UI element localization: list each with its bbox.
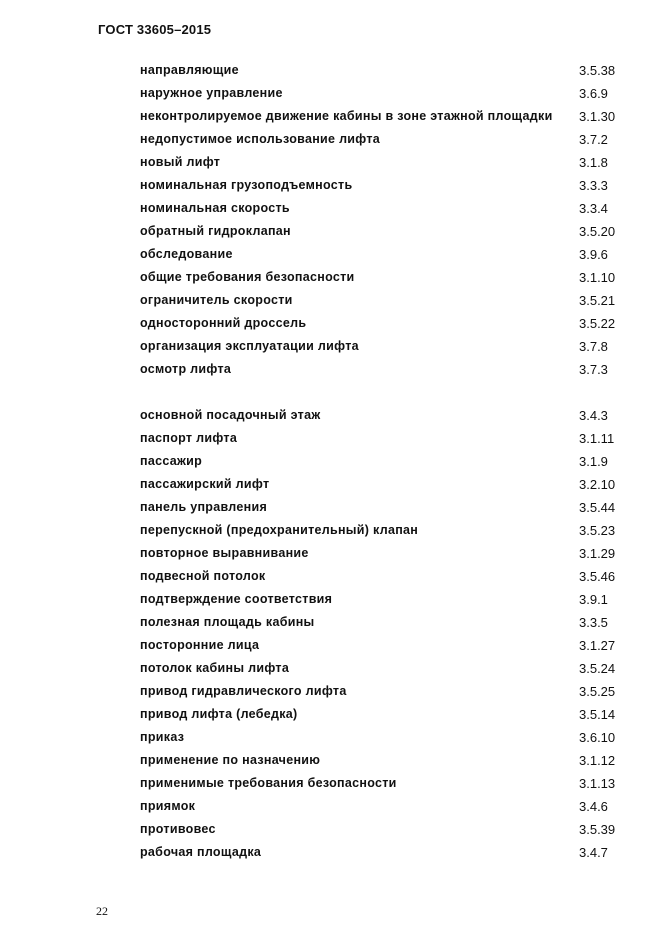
index-term: посторонние лица (140, 638, 260, 652)
index-entry (140, 775, 620, 798)
index-entry (140, 108, 620, 131)
index-term: приказ (140, 730, 185, 744)
index-ref: 3.5.14 (579, 707, 616, 722)
index-ref: 3.2.10 (579, 477, 616, 492)
index-ref: 3.1.30 (579, 109, 616, 124)
index-ref: 3.7.8 (579, 339, 608, 354)
index-entry (140, 545, 620, 568)
index-entry (140, 315, 620, 338)
index-term: наружное управление (140, 86, 283, 100)
index-term: новый лифт (140, 155, 221, 169)
index-ref: 3.3.3 (579, 178, 608, 193)
index-ref: 3.1.9 (579, 454, 608, 469)
index-entry (140, 338, 620, 361)
index-entry (140, 453, 620, 476)
index-term: полезная площадь кабины (140, 615, 315, 629)
index-entry (140, 154, 620, 177)
index-entry (140, 499, 620, 522)
index-entry (140, 522, 620, 545)
index-entry (140, 683, 620, 706)
index-term: организация эксплуатации лифта (140, 339, 359, 353)
index-term: перепускной (предохранительный) клапан (140, 523, 419, 537)
index-entry (140, 844, 620, 867)
index-term: привод гидравлического лифта (140, 684, 347, 698)
index-entry (140, 752, 620, 775)
index-term: ограничитель скорости (140, 293, 293, 307)
index-ref: 3.7.2 (579, 132, 608, 147)
index-term: привод лифта (лебедка) (140, 707, 298, 721)
index-ref: 3.1.27 (579, 638, 616, 653)
index-entry (140, 614, 620, 637)
index-term: недопустимое использование лифта (140, 132, 381, 146)
index-entry (140, 591, 620, 614)
index-ref: 3.9.1 (579, 592, 608, 607)
index-entry (140, 131, 620, 154)
index-ref: 3.4.7 (579, 845, 608, 860)
index-ref: 3.6.10 (579, 730, 616, 745)
index-term: потолок кабины лифта (140, 661, 290, 675)
index-term: направляющие (140, 63, 239, 77)
index-ref: 3.1.29 (579, 546, 616, 561)
index-group-1 (140, 62, 620, 384)
index-entry (140, 361, 620, 384)
index-entry (140, 637, 620, 660)
index-entry (140, 62, 620, 85)
index-ref: 3.7.3 (579, 362, 608, 377)
index-term: применение по назначению (140, 753, 321, 767)
index-ref: 3.5.38 (579, 63, 616, 78)
document-code: ГОСТ 33605–2015 (98, 22, 212, 37)
index-entry (140, 407, 620, 430)
index-entry (140, 821, 620, 844)
index-ref: 3.5.23 (579, 523, 616, 538)
index-term: противовес (140, 822, 216, 836)
index-entry (140, 660, 620, 683)
index-ref: 3.5.21 (579, 293, 616, 308)
index-term: общие требования безопасности (140, 270, 355, 284)
index-entry (140, 568, 620, 591)
index-ref: 3.5.20 (579, 224, 616, 239)
index-ref: 3.3.4 (579, 201, 608, 216)
index-entry (140, 476, 620, 499)
index-ref: 3.5.24 (579, 661, 616, 676)
index-entry (140, 177, 620, 200)
index-ref: 3.1.10 (579, 270, 616, 285)
index-ref: 3.1.12 (579, 753, 616, 768)
index-ref: 3.4.6 (579, 799, 608, 814)
index-term: пассажир (140, 454, 203, 468)
index-entry (140, 200, 620, 223)
index-entry (140, 729, 620, 752)
index-ref: 3.9.6 (579, 247, 608, 262)
index-term: паспорт лифта (140, 431, 238, 445)
index-term: подтверждение соответствия (140, 592, 333, 606)
index-ref: 3.5.46 (579, 569, 616, 584)
index-ref: 3.3.5 (579, 615, 608, 630)
index-ref: 3.1.8 (579, 155, 608, 170)
index-ref: 3.4.3 (579, 408, 608, 423)
index-ref: 3.1.11 (579, 431, 615, 446)
index-entry (140, 798, 620, 821)
index-term: обратный гидроклапан (140, 224, 291, 238)
index-term: повторное выравнивание (140, 546, 309, 560)
index-entry (140, 430, 620, 453)
index-term: номинальная грузоподъемность (140, 178, 353, 192)
index-group-2 (140, 407, 620, 867)
index-term: панель управления (140, 500, 268, 514)
index-entry (140, 223, 620, 246)
index-term: основной посадочный этаж (140, 408, 321, 422)
index-entry (140, 269, 620, 292)
index-term: обследование (140, 247, 233, 261)
index-term: осмотр лифта (140, 362, 232, 376)
index-entry (140, 706, 620, 729)
index-entry (140, 292, 620, 315)
index-term: приямок (140, 799, 196, 813)
index-ref: 3.5.22 (579, 316, 616, 331)
index-ref: 3.1.13 (579, 776, 616, 791)
index-term: рабочая площадка (140, 845, 262, 859)
index-term: неконтролируемое движение кабины в зоне этажной площадки (140, 109, 553, 123)
index-ref: 3.6.9 (579, 86, 608, 101)
index-entry (140, 246, 620, 269)
index-term: применимые требования безопасности (140, 776, 397, 790)
index-ref: 3.5.25 (579, 684, 616, 699)
index-ref: 3.5.44 (579, 500, 616, 515)
index-term: номинальная скорость (140, 201, 290, 215)
index-term: подвесной потолок (140, 569, 266, 583)
index-ref: 3.5.39 (579, 822, 616, 837)
index-term: односторонний дроссель (140, 316, 307, 330)
page-number: 22 (96, 904, 108, 918)
index-term: пассажирский лифт (140, 477, 270, 491)
index-entry (140, 85, 620, 108)
